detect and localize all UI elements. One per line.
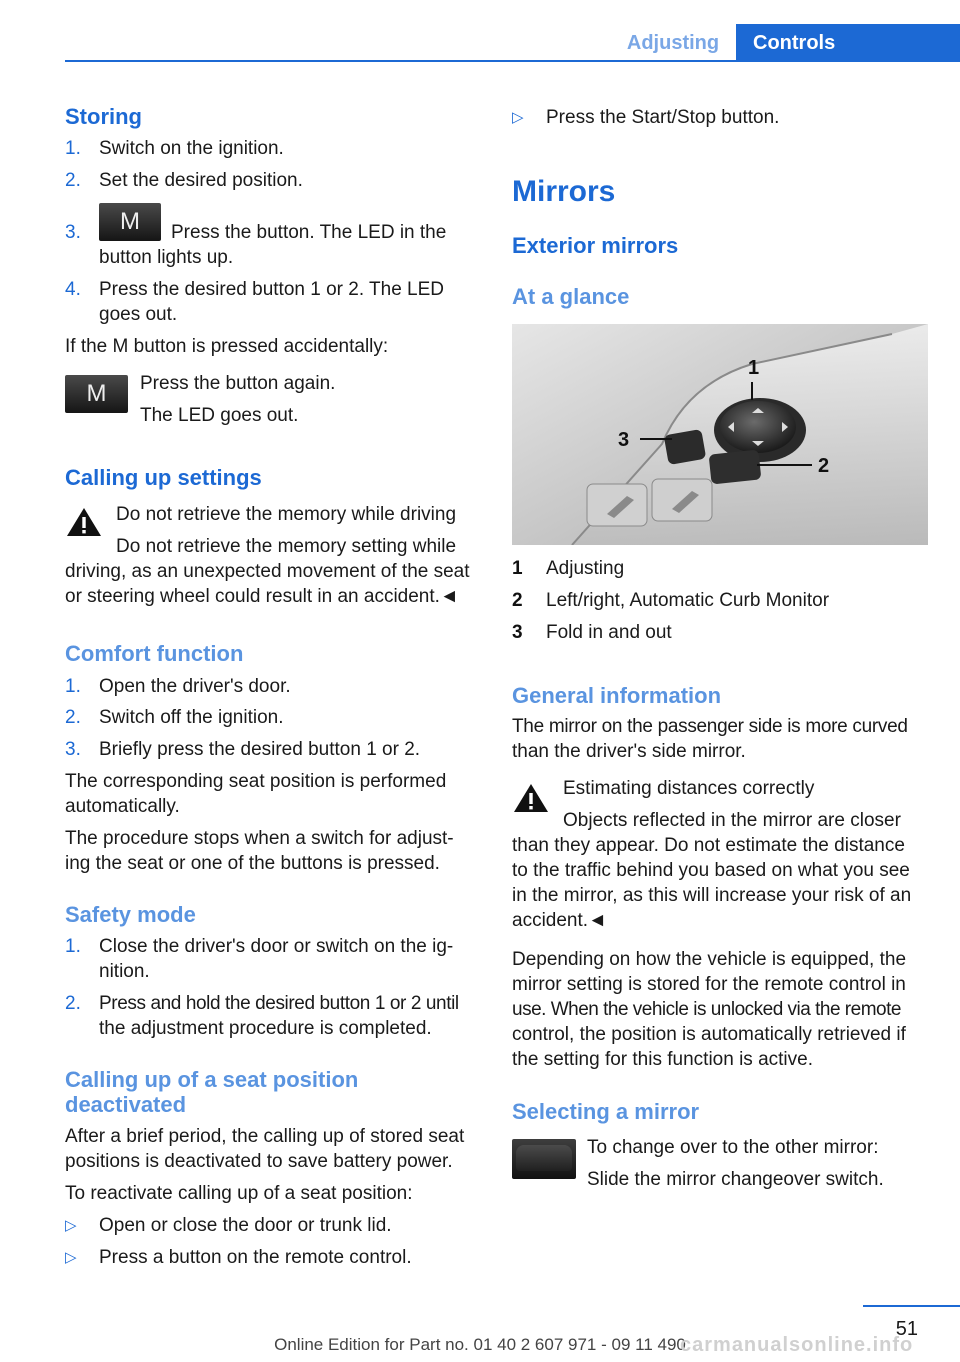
warning-icon [512, 781, 550, 815]
step-number: 2. [65, 170, 81, 191]
safety-heading: Safety mode [65, 902, 196, 927]
paragraph: Press the button again. [140, 373, 336, 394]
step-text: Switch off the ignition. [99, 707, 284, 728]
legend-number: 2 [512, 590, 523, 611]
step-number: 1. [65, 138, 81, 159]
warning-icon [65, 505, 103, 539]
step-number: 2. [65, 707, 81, 728]
step-text: Open the driver's door. [99, 676, 291, 697]
paragraph: Slide the mirror changeover switch. [587, 1169, 884, 1190]
legend-number: 3 [512, 622, 523, 643]
paragraph: The corresponding seat position is performed [65, 771, 447, 792]
changeover-switch-icon [512, 1139, 576, 1179]
step-number: 1. [65, 676, 81, 697]
exterior-mirrors-heading: Exterior mirrors [512, 233, 679, 258]
general-information-heading: General information [512, 683, 722, 708]
warning-text: to the traffic behind you based on what you see [512, 860, 910, 881]
bullet-icon: ▷ [65, 1249, 77, 1266]
paragraph: To reactivate calling up of a seat position: [65, 1183, 413, 1204]
warning-text: or steering wheel could result in an accident.◄ [65, 586, 459, 607]
paragraph: the setting for this function is active. [512, 1049, 813, 1070]
warning-text: than they appear. Do not estimate the distance [512, 835, 905, 856]
edition-line: Online Edition for Part no. 01 40 2 607 971 - 09 11 490 [274, 1335, 686, 1354]
selecting-mirror-heading: Selecting a mirror [512, 1099, 700, 1124]
storing-heading: Storing [65, 104, 142, 129]
paragraph: positions is deactivated to save battery power. [65, 1151, 453, 1172]
mirror-controls-illustration [512, 324, 928, 545]
step-text: nition. [99, 961, 150, 982]
watermark: carmanualsonline.info [680, 1334, 914, 1356]
legend-text: Adjusting [546, 558, 625, 579]
paragraph: use. When the vehicle is unlocked via the remote [512, 999, 901, 1020]
paragraph: mirror setting is stored for the remote control in [512, 974, 906, 995]
step-text: Close the driver's door or switch on the ig‐ [99, 936, 454, 957]
bullet-icon: ▷ [65, 1217, 77, 1234]
paragraph: After a brief period, the calling up of stored seat [65, 1126, 465, 1147]
warning-title: Do not retrieve the memory while driving [116, 504, 457, 525]
step-number: 2. [65, 993, 81, 1014]
paragraph: To change over to the other mirror: [587, 1137, 879, 1158]
step-text: button lights up. [99, 247, 234, 268]
paragraph: than the driver's side mirror. [512, 741, 746, 762]
step-number: 1. [65, 936, 81, 957]
bullet-text: Press a button on the remote control. [99, 1247, 412, 1268]
footer-rule [863, 1305, 960, 1307]
comfort-heading: Comfort function [65, 641, 244, 666]
page-number: 51 [895, 1318, 918, 1340]
m-button-icon: M [99, 203, 161, 241]
deactivated-heading-line2: deactivated [65, 1092, 187, 1117]
step-text: Press the button. The LED in the [171, 222, 447, 243]
warning-title: Estimating distances correctly [563, 778, 815, 799]
warning-text: accident.◄ [512, 910, 607, 931]
paragraph: The procedure stops when a switch for adjust‐ [65, 828, 454, 849]
paragraph: Depending on how the vehicle is equipped, the [512, 949, 907, 970]
step-text: Press and hold the desired button 1 or 2 until [99, 993, 459, 1014]
callout-1: 1 [748, 357, 760, 379]
paragraph: control, the position is automatically retrieved if [512, 1024, 906, 1045]
paragraph: The LED goes out. [140, 405, 299, 426]
warning-text: Do not retrieve the memory setting while [116, 536, 457, 557]
chapter-tab: Controls [736, 24, 960, 62]
step-number: 3. [65, 739, 81, 760]
mirrors-heading: Mirrors [512, 175, 616, 208]
warning-text: in the mirror, as this will increase your risk of an [512, 885, 912, 906]
deactivated-heading-line1: Calling up of a seat position [65, 1067, 359, 1092]
paragraph: If the M button is pressed accidentally: [65, 336, 389, 357]
step-text: Switch on the ignition. [99, 138, 284, 159]
step-number: 4. [65, 279, 81, 300]
at-a-glance-heading: At a glance [512, 284, 630, 309]
bullet-icon: ▷ [512, 109, 524, 126]
step-text: goes out. [99, 304, 178, 325]
legend-text: Left/right, Automatic Curb Monitor [546, 590, 830, 611]
callout-2: 2 [818, 455, 830, 477]
paragraph: The mirror on the passenger side is more curved [512, 716, 908, 737]
step-text: Set the desired position. [99, 170, 303, 191]
step-text: the adjustment procedure is completed. [99, 1018, 432, 1039]
warning-text: Objects reflected in the mirror are closer [563, 810, 901, 831]
calling-heading: Calling up settings [65, 465, 262, 490]
paragraph: ing the seat or one of the buttons is pressed. [65, 853, 440, 874]
step-number: 3. [65, 222, 81, 243]
legend-text: Fold in and out [546, 622, 672, 643]
step-text: Briefly press the desired button 1 or 2. [99, 739, 421, 760]
section-tab: Adjusting [626, 31, 720, 54]
bullet-text: Press the Start/Stop button. [546, 107, 780, 128]
step-text: Press the desired button 1 or 2. The LED [99, 279, 445, 300]
legend-number: 1 [512, 558, 523, 579]
paragraph: automatically. [65, 796, 180, 817]
callout-3: 3 [618, 429, 630, 451]
bullet-text: Open or close the door or trunk lid. [99, 1215, 392, 1236]
warning-text: driving, as an unexpected movement of the seat [65, 561, 470, 582]
m-button-icon: M [65, 375, 128, 413]
